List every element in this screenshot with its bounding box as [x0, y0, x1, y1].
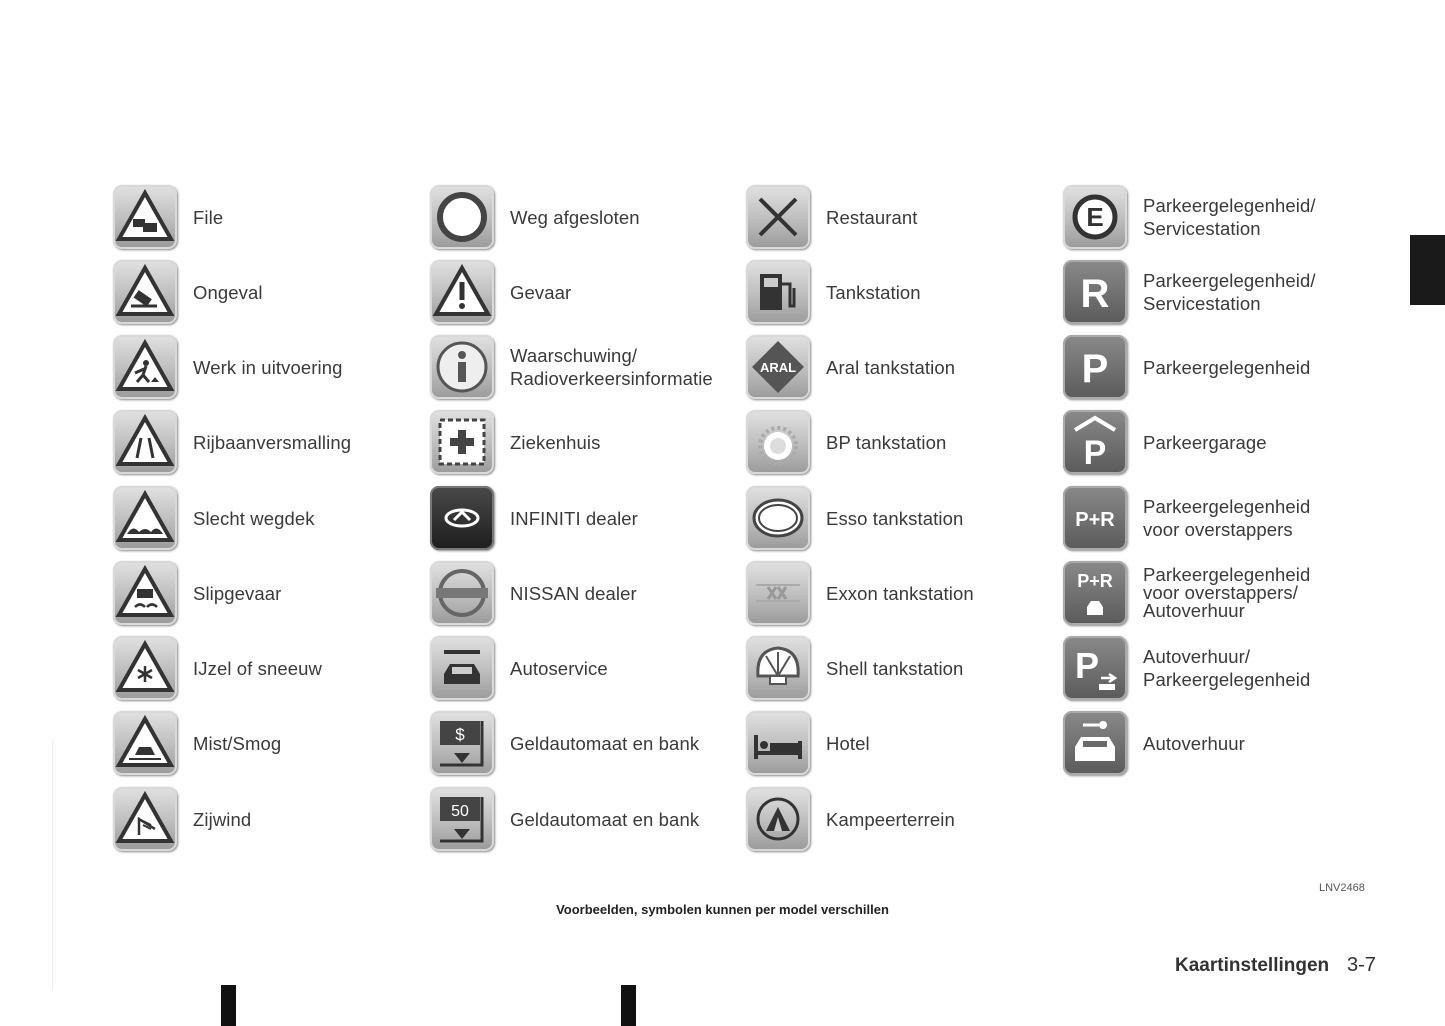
fuel-pump-icon [746, 260, 810, 324]
svg-text:50: 50 [451, 803, 469, 820]
parking-p-icon [1063, 335, 1127, 399]
symbol-label: Geldautomaat en bank [510, 808, 700, 830]
symbol-item [113, 486, 443, 550]
svg-text:ARAL: ARAL [759, 360, 797, 375]
symbol-label: Ongeval [193, 281, 263, 303]
symbol-item [746, 335, 1076, 399]
symbol-label: Hotel [826, 732, 870, 754]
restaurant-icon [746, 185, 810, 249]
symbol-item [430, 410, 760, 474]
symbol-label: Parkeergelegenheid [1143, 564, 1311, 585]
symbol-label: Servicestation [1143, 218, 1261, 239]
symbol-item [746, 486, 1076, 550]
svg-text:P+R: P+R [1075, 509, 1115, 531]
ice-snow-warning-icon [113, 636, 177, 700]
symbol-item [430, 636, 760, 700]
bp-logo-icon [746, 410, 810, 474]
symbol-item [430, 185, 760, 249]
symbol-label: Gevaar [510, 281, 572, 303]
symbol-item [746, 636, 1076, 700]
symbol-label: Waarschuwing/ [510, 345, 638, 366]
symbol-label: IJzel of sneeuw [193, 657, 323, 679]
symbol-label: Parkeergelegenheid [1143, 356, 1311, 378]
symbol-label: Autoverhuur/ [1143, 646, 1251, 667]
symbol-label: BP tankstation [826, 431, 947, 453]
park-and-ride-rental-icon [1063, 561, 1127, 625]
binding-mark-left [221, 985, 236, 1026]
park-and-ride-icon [1063, 486, 1127, 550]
symbol-label: voor overstappers [1143, 519, 1293, 540]
shell-logo-icon [746, 636, 810, 700]
symbol-label: NISSAN dealer [510, 582, 637, 604]
symbol-item [430, 711, 760, 775]
infiniti-logo-icon [430, 486, 494, 550]
crosswind-warning-icon [113, 787, 177, 851]
symbol-label: Parkeergelegenheid [1143, 496, 1311, 517]
symbol-label: Restaurant [826, 206, 918, 228]
symbol-label: Parkeergelegenheid/ [1143, 195, 1316, 216]
hospital-icon [430, 410, 494, 474]
symbol-item [746, 260, 1076, 324]
symbol-item [746, 711, 1076, 775]
atm-50-icon [430, 787, 494, 851]
symbol-item [1063, 711, 1393, 775]
symbol-item [113, 260, 443, 324]
symbol-item [746, 787, 1076, 851]
symbol-label: Tankstation [826, 281, 921, 303]
symbol-label: Radioverkeersinformatie [510, 368, 713, 389]
symbol-item [1063, 636, 1393, 700]
aral-logo-icon [746, 335, 810, 399]
section-title: Kaartinstellingen [1175, 955, 1330, 976]
roadworks-warning-icon [113, 335, 177, 399]
campsite-icon [746, 787, 810, 851]
symbol-item [1063, 185, 1393, 249]
road-closed-icon [430, 185, 494, 249]
symbol-label: Esso tankstation [826, 507, 964, 529]
symbol-label: Slecht wegdek [193, 507, 315, 529]
chapter-tab [1410, 235, 1445, 305]
symbol-label: Shell tankstation [826, 657, 964, 679]
symbol-label: Autoservice [510, 657, 608, 679]
symbol-item [113, 561, 443, 625]
symbol-item [746, 185, 1076, 249]
symbol-label: Servicestation [1143, 293, 1261, 314]
road-narrows-warning-icon [113, 410, 177, 474]
symbol-item [113, 185, 443, 249]
symbol-item [1063, 335, 1393, 399]
svg-text:P: P [1081, 347, 1109, 391]
svg-text:P: P [1074, 645, 1100, 686]
fog-warning-icon [113, 711, 177, 775]
info-icon [430, 335, 494, 399]
traffic-jam-warning-icon [113, 185, 177, 249]
nissan-logo-icon [430, 561, 494, 625]
symbol-item [430, 260, 760, 324]
bad-road-warning-icon [113, 486, 177, 550]
symbol-item [430, 486, 760, 550]
page-number: 3-7 [1347, 954, 1376, 976]
symbol-label: INFINITI dealer [510, 507, 638, 529]
symbol-item [430, 561, 760, 625]
symbol-label: File [193, 206, 224, 228]
symbol-label: Slipgevaar [193, 582, 282, 604]
symbol-label: Mist/Smog [193, 732, 282, 754]
image-code: LNV2468 [1319, 882, 1365, 894]
symbol-label: Zijwind [193, 808, 252, 830]
symbol-label: voor overstappers/ [1143, 582, 1299, 603]
symbol-label: Ziekenhuis [510, 431, 601, 453]
symbol-item [113, 711, 443, 775]
parking-r-icon [1063, 260, 1127, 324]
symbol-label: Exxon tankstation [826, 582, 974, 604]
symbol-item [1063, 561, 1393, 625]
symbol-label: Parkeergarage [1143, 431, 1267, 453]
symbol-label: Geldautomaat en bank [510, 732, 700, 754]
symbol-item [746, 561, 1076, 625]
atm-dollar-icon [430, 711, 494, 775]
symbol-item [113, 410, 443, 474]
svg-text:P+R: P+R [1077, 571, 1113, 591]
page-edge-line [52, 740, 53, 990]
symbol-label: Werk in uitvoering [193, 356, 343, 378]
symbol-item [430, 335, 760, 399]
symbol-item [1063, 486, 1393, 550]
accident-warning-icon [113, 260, 177, 324]
slippery-road-warning-icon [113, 561, 177, 625]
car-service-icon [430, 636, 494, 700]
svg-text:R: R [1080, 272, 1110, 316]
symbol-item [430, 787, 760, 851]
symbol-item [113, 335, 443, 399]
car-rental-icon [1063, 711, 1127, 775]
figure-caption: Voorbeelden, symbolen kunnen per model verschillen [556, 902, 889, 917]
svg-text:E: E [1086, 202, 1104, 232]
symbol-label: Weg afgesloten [510, 206, 640, 228]
symbol-label: Rijbaanversmalling [193, 431, 352, 453]
symbol-label: Autoverhuur [1143, 732, 1245, 754]
parking-e-icon [1063, 185, 1127, 249]
hotel-bed-icon [746, 711, 810, 775]
parking-garage-icon [1063, 410, 1127, 474]
symbol-item [1063, 260, 1393, 324]
binding-mark-right [621, 985, 636, 1026]
esso-logo-icon [746, 486, 810, 550]
symbol-label: Kampeerterrein [826, 808, 955, 830]
symbol-item [746, 410, 1076, 474]
symbol-label: Aral tankstation [826, 356, 956, 378]
exxon-logo-icon [746, 561, 810, 625]
symbol-item [113, 636, 443, 700]
symbol-item [1063, 410, 1393, 474]
symbol-label: Parkeergelegenheid/ [1143, 270, 1316, 291]
symbol-item [113, 787, 443, 851]
svg-text:$: $ [455, 725, 465, 744]
symbol-label: Parkeergelegenheid [1143, 669, 1311, 690]
svg-text:P: P [1083, 434, 1107, 472]
rental-parking-icon [1063, 636, 1127, 700]
symbol-label: Autoverhuur [1143, 600, 1245, 621]
danger-icon [430, 260, 494, 324]
